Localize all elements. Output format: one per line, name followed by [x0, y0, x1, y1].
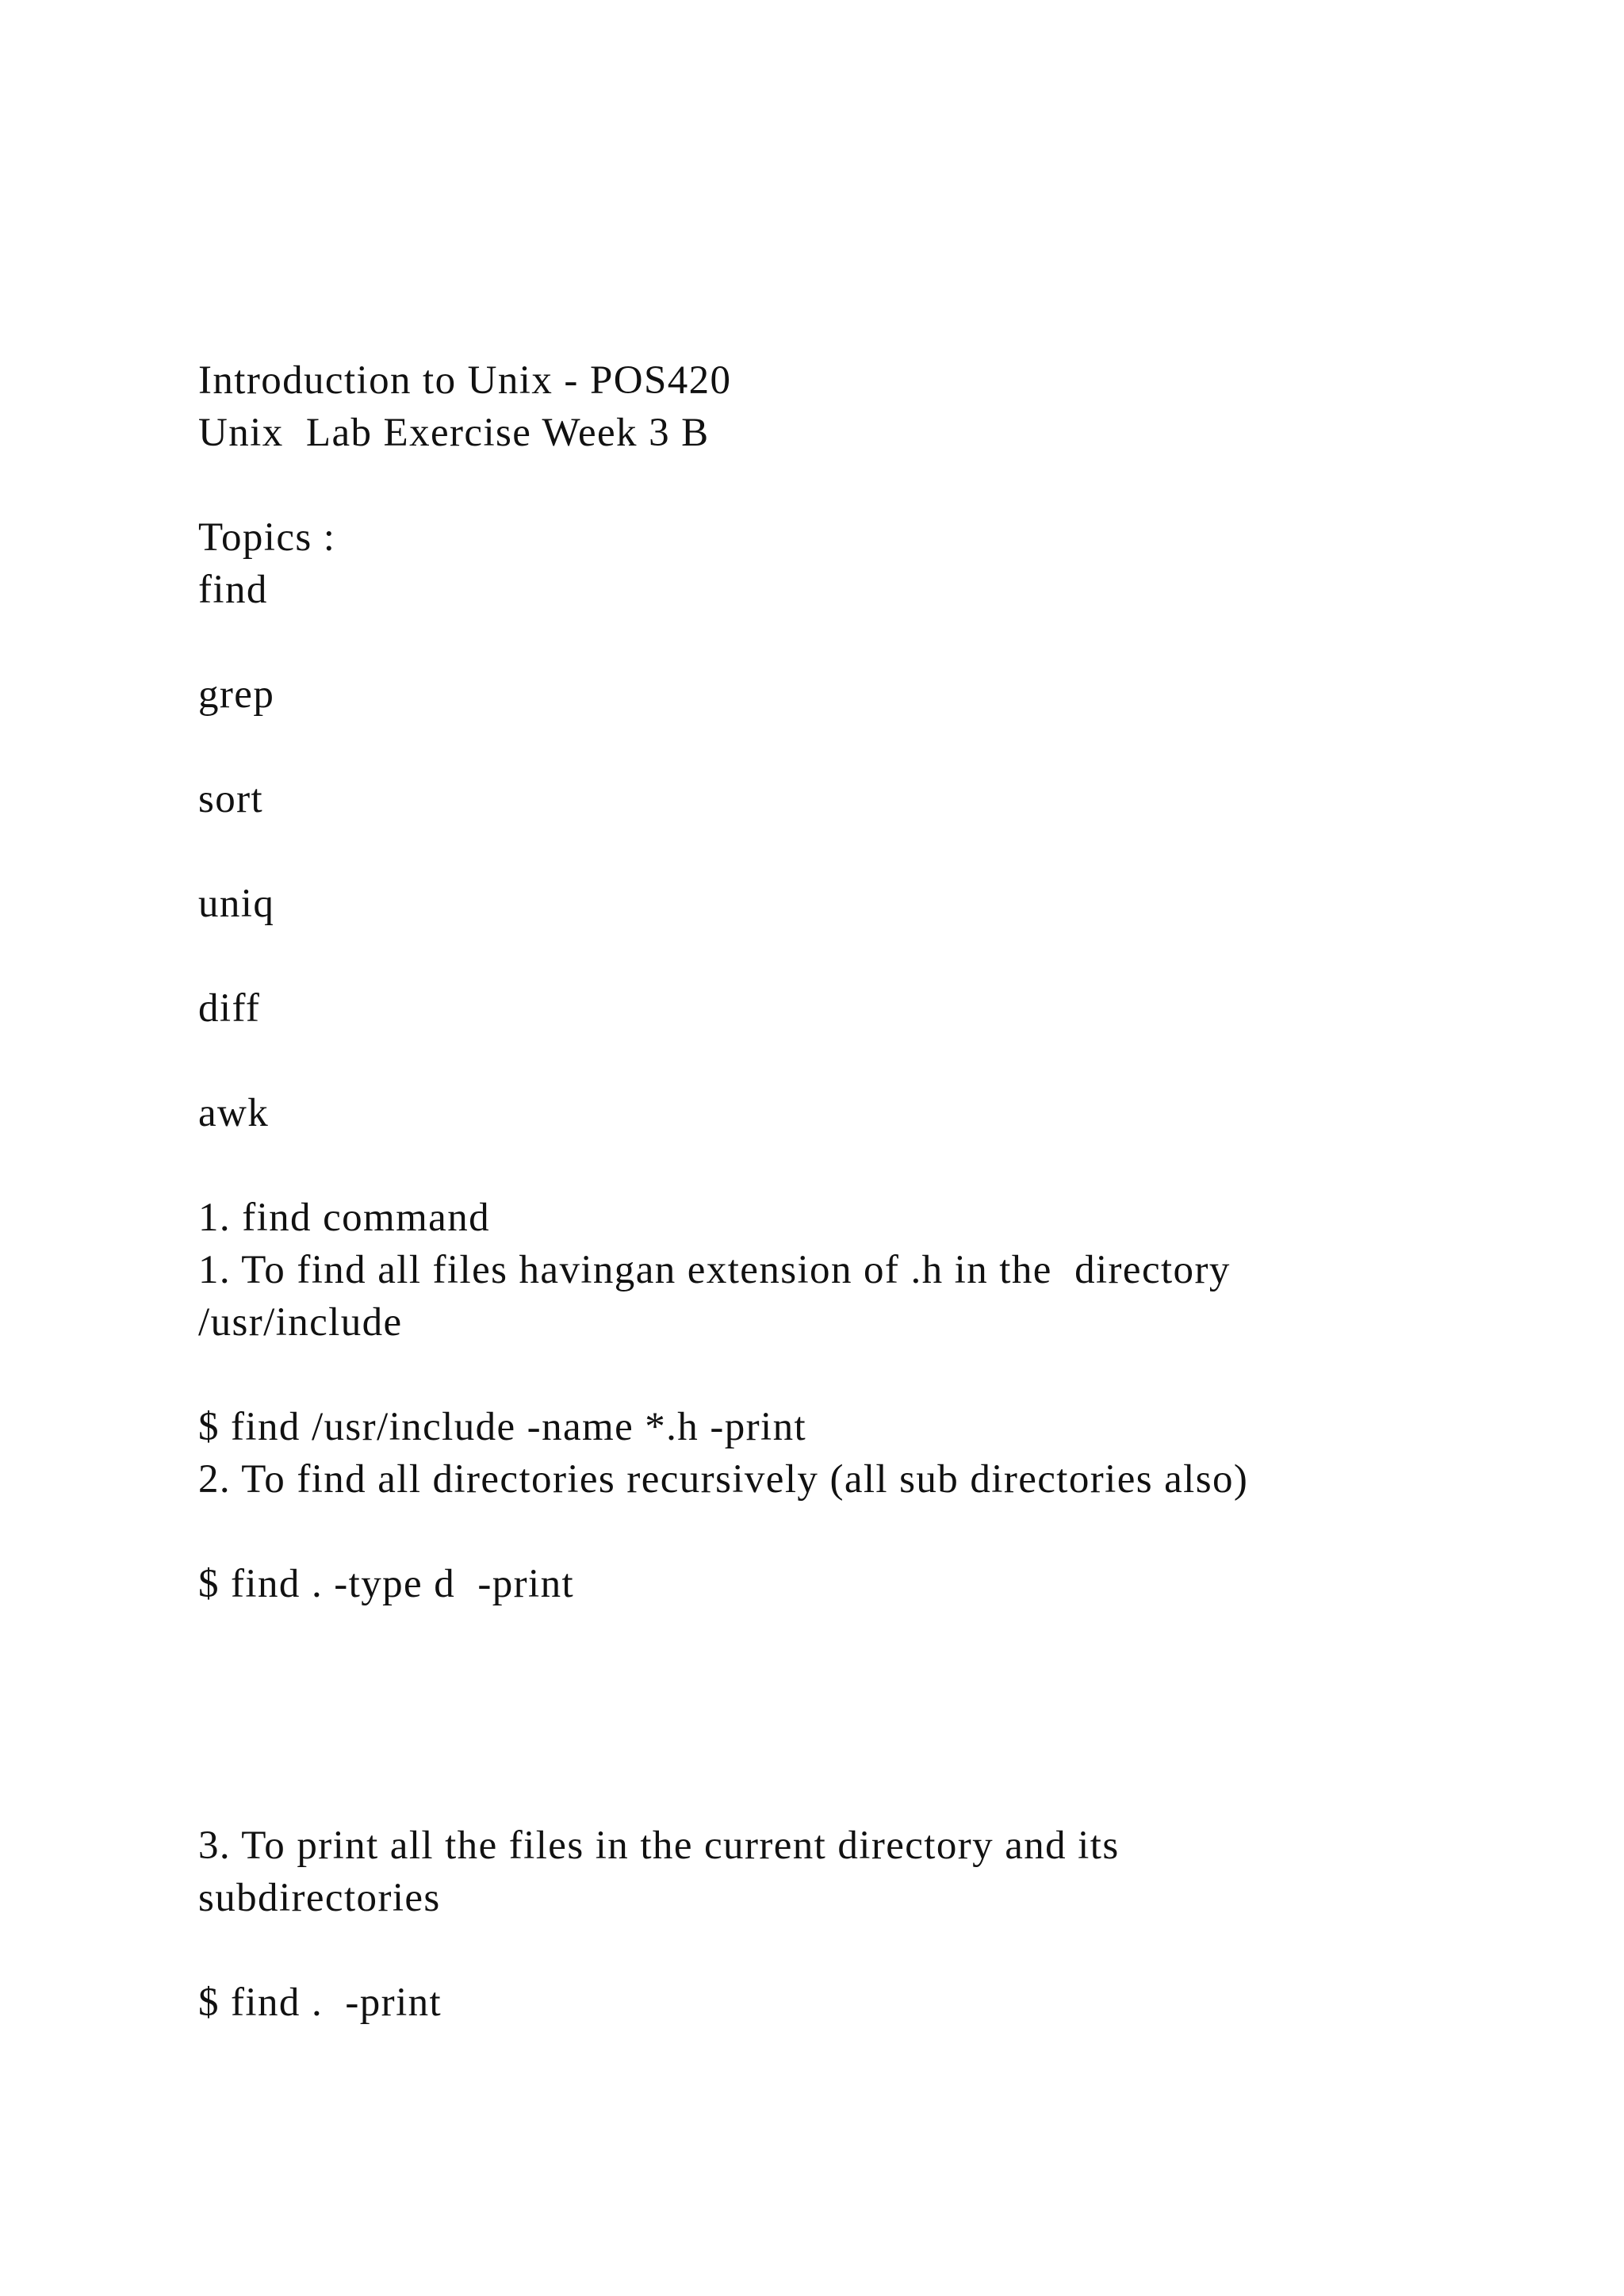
step-2-command: $ find . -type d -print	[198, 1562, 575, 1606]
spacer	[198, 825, 1546, 878]
topic-item-uniq: uniq	[198, 882, 275, 926]
document-title: Introduction to Unix - POS420	[198, 358, 732, 403]
spacer	[198, 1139, 1546, 1192]
document-subtitle: Unix Lab Exercise Week 3 B	[198, 411, 710, 455]
step-1-command: $ find /usr/include -name *.h -print	[198, 1405, 807, 1449]
topic-item-grep: grep	[198, 672, 275, 717]
step-2-text: 2. To find all directories recursively (all sub directories also)	[198, 1457, 1249, 1502]
step-1-text: 1. To find all files havingan extension of .h in the directory	[198, 1248, 1231, 1292]
step-3-text-continued: subdirectories	[198, 1876, 441, 1920]
topic-item-find: find	[198, 568, 268, 612]
spacer	[198, 1035, 1546, 1087]
topic-item-sort: sort	[198, 777, 264, 821]
spacer	[198, 1506, 1546, 1558]
topics-heading: Topics :	[198, 515, 336, 560]
spacer	[198, 721, 1546, 773]
topic-item-diff: diff	[198, 986, 261, 1031]
section-heading-find: 1. find command	[198, 1196, 491, 1240]
spacer	[198, 1349, 1546, 1401]
step-3-command: $ find . -print	[198, 1980, 442, 2025]
topic-item-awk: awk	[198, 1091, 270, 1135]
spacer	[198, 459, 1546, 511]
step-1-text-continued: /usr/include	[198, 1300, 403, 1345]
step-3-text: 3. To print all the files in the current directory and its	[198, 1823, 1120, 1868]
spacer	[198, 930, 1546, 982]
spacer	[198, 1924, 1546, 1976]
spacer	[198, 616, 1546, 668]
document-body	[198, 354, 1546, 2029]
spacer-large	[198, 1610, 1546, 1820]
